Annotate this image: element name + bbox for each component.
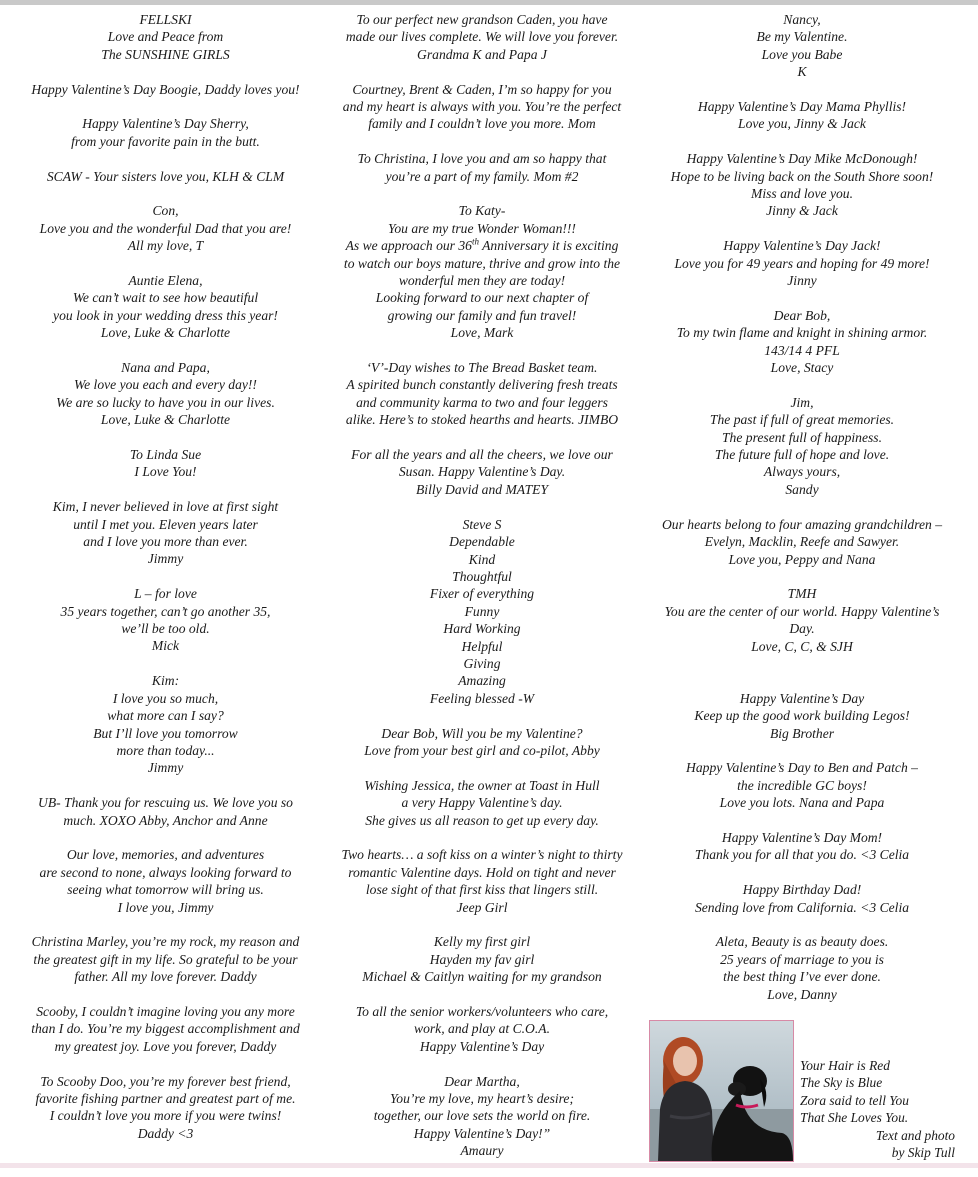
column-right bbox=[643, 11, 961, 1020]
message-line: All my love, T bbox=[127, 238, 204, 254]
photo-credit: by Skip Tull bbox=[891, 1145, 955, 1161]
valentine-message bbox=[8, 1003, 323, 1055]
valentine-message bbox=[327, 725, 637, 760]
message-line: Christina Marley, you’re my rock, my reason and bbox=[31, 934, 300, 950]
message-line: K bbox=[797, 64, 807, 80]
valentine-message bbox=[327, 81, 637, 133]
message-line: TMH bbox=[787, 586, 817, 602]
valentine-message bbox=[8, 585, 323, 655]
message-line: Jeep Girl bbox=[456, 899, 508, 915]
message-line: we’ll be too old. bbox=[121, 621, 210, 637]
message-line: 143/14 4 PFL bbox=[764, 342, 840, 358]
valentine-message bbox=[8, 81, 323, 98]
valentine-message bbox=[643, 98, 961, 133]
message-line: Love, Luke & Charlotte bbox=[100, 412, 231, 428]
caption-line: That She Loves You. bbox=[800, 1110, 909, 1126]
valentine-message bbox=[643, 933, 961, 1003]
message-line: To Scooby Doo, you’re my forever best friend, bbox=[40, 1073, 291, 1089]
valentine-message bbox=[643, 759, 961, 811]
message-line: the greatest gift in my life. So grateful to be your bbox=[33, 951, 298, 967]
message-line: You’re my love, my heart’s desire; bbox=[390, 1091, 574, 1106]
message-line: Fixer of everything bbox=[429, 586, 535, 602]
caption-line: Your Hair is Red bbox=[800, 1058, 890, 1073]
message-line: Jim, bbox=[790, 394, 814, 410]
message-line: Love you and the wonderful Dad that you are! bbox=[39, 220, 292, 236]
message-line: Love you for 49 years and hoping for 49 more! bbox=[674, 255, 930, 271]
message-line: She gives us all reason to get up every day. bbox=[365, 812, 599, 828]
message-line: Jinny & Jack bbox=[766, 203, 838, 219]
message-line: Sandy bbox=[785, 481, 819, 497]
message-line: Steve S bbox=[462, 516, 502, 532]
message-line: Daddy <3 bbox=[137, 1125, 194, 1141]
message-line: Evelyn, Macklin, Reefe and Sawyer. bbox=[704, 534, 900, 550]
message-line: more than today... bbox=[116, 742, 215, 758]
valentine-message bbox=[643, 394, 961, 498]
photo-woman-with-dog bbox=[649, 1020, 794, 1162]
message-line: For all the years and all the cheers, we love our bbox=[351, 447, 613, 463]
message-line: Giving bbox=[463, 655, 501, 671]
message-line: You are my true Wonder Woman!!! bbox=[388, 220, 576, 236]
message-line: growing our family and fun travel! bbox=[387, 307, 577, 323]
message-line: the best thing I’ve ever done. bbox=[723, 969, 881, 985]
message-line: Happy Valentine’s Day bbox=[739, 690, 865, 706]
message-line: To Katy- bbox=[458, 203, 506, 219]
top-rule bbox=[0, 0, 978, 5]
message-line: Hayden my fav girl bbox=[429, 951, 535, 967]
message-line: Happy Valentine’s Day Mike McDonough! bbox=[686, 151, 918, 167]
message-line: Be my Valentine. bbox=[756, 29, 848, 45]
message-line: Kim: bbox=[151, 673, 180, 689]
valentine-message bbox=[327, 202, 637, 341]
message-line: Amaury bbox=[460, 1143, 504, 1159]
valentine-message bbox=[8, 498, 323, 568]
message-line: The past if full of great memories. bbox=[709, 412, 895, 428]
message-line: Thank you for all that you do. <3 Celia bbox=[694, 847, 910, 863]
message-line: Grandma K and Papa J bbox=[417, 46, 547, 62]
valentine-message bbox=[643, 237, 961, 289]
column-left bbox=[8, 11, 323, 1160]
message-line: than I do. You’re my biggest accomplishment and bbox=[31, 1021, 300, 1037]
message-line: I couldn’t love you more if you were twins! bbox=[49, 1108, 282, 1124]
message-line: ‘V’-Day wishes to The Bread Basket team. bbox=[366, 360, 598, 376]
message-line: you’re a part of my family. Mom #2 bbox=[385, 168, 579, 184]
message-line: I love you so much, bbox=[112, 690, 219, 706]
message-line: Sending love from California. <3 Celia bbox=[694, 899, 910, 915]
message-line: Kim, I never believed in love at first sight bbox=[52, 499, 279, 515]
message-line: Michael & Caitlyn waiting for my grandson bbox=[362, 969, 602, 985]
valentine-message bbox=[327, 1003, 637, 1055]
message-line: made our lives complete. We will love you forever. bbox=[345, 29, 619, 45]
message-line: much. XOXO Abby, Anchor and Anne bbox=[63, 812, 268, 828]
message-line: Happy Valentine’s Day Sherry, bbox=[82, 116, 249, 132]
valentine-message bbox=[8, 446, 323, 481]
message-line: Love, Danny bbox=[767, 986, 837, 1002]
message-line: You are the center of our world. Happy Valentine’s bbox=[664, 603, 940, 619]
message-line: We can’t wait to see how beautiful bbox=[72, 290, 259, 306]
valentine-message bbox=[8, 115, 323, 150]
valentine-message bbox=[643, 516, 961, 568]
message-line: together, our love sets the world on fire. bbox=[373, 1108, 591, 1124]
photo-caption bbox=[800, 1057, 955, 1161]
message-line: Dependable bbox=[449, 534, 515, 550]
message-line: from your favorite pain in the butt. bbox=[71, 133, 260, 149]
message-line: I Love You! bbox=[134, 464, 197, 480]
message-line: Love you, Peppy and Nana bbox=[728, 551, 876, 567]
message-line: my greatest joy. Love you forever, Daddy bbox=[54, 1038, 277, 1054]
message-line: romantic Valentine days. Hold on tight and never bbox=[348, 864, 616, 880]
valentine-message bbox=[643, 881, 961, 916]
message-line: We are so lucky to have you in our lives. bbox=[56, 394, 275, 410]
valentine-message bbox=[327, 150, 637, 185]
message-line: Happy Valentine’s Day Boogie, Daddy loves you! bbox=[31, 81, 300, 97]
message-line: the incredible GC boys! bbox=[737, 777, 867, 793]
message-line: The SUNSHINE GIRLS bbox=[101, 46, 230, 62]
message-line: But I’ll love you tomorrow bbox=[93, 725, 238, 741]
message-line: Love, Luke & Charlotte bbox=[100, 325, 231, 341]
message-line: what more can I say? bbox=[107, 708, 224, 724]
valentine-message bbox=[643, 829, 961, 864]
valentine-message bbox=[8, 794, 323, 829]
valentine-message bbox=[643, 150, 961, 220]
column-middle bbox=[327, 11, 637, 1177]
valentine-message bbox=[8, 359, 323, 429]
valentine-message bbox=[643, 307, 961, 377]
message-line: seeing what tomorrow will bring us. bbox=[67, 882, 264, 898]
message-line: FELLSKI bbox=[139, 12, 192, 27]
message-line: Thoughtful bbox=[452, 568, 512, 584]
message-line: Jinny bbox=[787, 273, 817, 289]
valentine-message bbox=[8, 1073, 323, 1143]
message-line: Wishing Jessica, the owner at Toast in Hull bbox=[364, 777, 600, 793]
message-line: Love you Babe bbox=[761, 46, 843, 62]
message-line: L – for love bbox=[134, 586, 197, 602]
bottom-rule bbox=[0, 1163, 978, 1168]
message-line: Happy Birthday Dad! bbox=[742, 882, 862, 898]
message-line: Mick bbox=[151, 638, 180, 654]
message-line: Con, bbox=[152, 203, 179, 219]
caption-line: The Sky is Blue bbox=[800, 1075, 883, 1091]
message-line: The present full of happiness. bbox=[722, 429, 882, 445]
message-line: Love and Peace from bbox=[107, 29, 224, 45]
message-line: To our perfect new grandson Caden, you have bbox=[356, 12, 608, 27]
message-line bbox=[643, 655, 961, 672]
message-line: alike. Here’s to stoked hearths and hearts. JIMBO bbox=[345, 412, 619, 428]
message-line: and community karma to two and four leggers bbox=[356, 394, 608, 410]
message-line: Courtney, Brent & Caden, I’m so happy for you bbox=[352, 81, 612, 97]
message-line: to watch our boys mature, thrive and grow into the bbox=[343, 255, 621, 271]
valentine-message bbox=[327, 846, 637, 916]
message-line: Keep up the good work building Legos! bbox=[694, 708, 910, 724]
valentine-message bbox=[327, 933, 637, 985]
message-line: wonderful men they are today! bbox=[398, 273, 566, 289]
message-line: Love, C, C, & SJH bbox=[751, 638, 853, 654]
valentine-message bbox=[327, 516, 637, 707]
valentine-message bbox=[327, 11, 637, 63]
message-line: A spirited bunch constantly delivering fresh treats bbox=[346, 377, 618, 393]
message-line: Amazing bbox=[458, 673, 506, 689]
message-line: Love you lots. Nana and Papa bbox=[719, 795, 885, 811]
valentine-message bbox=[8, 202, 323, 254]
message-line: Feeling blessed -W bbox=[429, 690, 535, 706]
message-line: Jimmy bbox=[147, 760, 184, 776]
message-line: Dear Bob, bbox=[773, 307, 831, 323]
message-line: and my heart is always with you. You’re the perfect bbox=[342, 99, 622, 115]
message-line: Day. bbox=[789, 621, 815, 637]
message-line: Kind bbox=[468, 551, 496, 567]
valentine-message bbox=[327, 1073, 637, 1160]
caption-line: Zora said to tell You bbox=[800, 1092, 909, 1108]
message-line: To Linda Sue bbox=[129, 447, 202, 463]
valentine-message bbox=[8, 272, 323, 342]
message-line: UB- Thank you for rescuing us. We love you so bbox=[38, 795, 293, 811]
message-line: Happy Valentine’s Day Jack! bbox=[723, 238, 881, 254]
message-line: favorite fishing partner and greatest part of me. bbox=[35, 1090, 296, 1106]
photo-credit: Text and photo bbox=[875, 1127, 955, 1143]
message-line: Hard Working bbox=[443, 621, 521, 637]
message-line: are second to none, always looking forward to bbox=[39, 864, 292, 880]
message-line: To all the senior workers/volunteers who care, bbox=[355, 1003, 609, 1019]
valentine-message bbox=[8, 672, 323, 776]
message-line: and I love you more than ever. bbox=[83, 534, 248, 550]
message-line: Looking forward to our next chapter of bbox=[375, 290, 589, 306]
message-line: Happy Valentine’s Day Mama Phyllis! bbox=[697, 99, 907, 115]
message-line: Happy Valentine’s Day!” bbox=[413, 1125, 551, 1141]
message-line: 35 years together, can’t go another 35, bbox=[60, 603, 271, 619]
valentine-message bbox=[643, 585, 961, 672]
message-line: Aleta, Beauty is as beauty does. bbox=[715, 934, 889, 950]
message-line: 25 years of marriage to you is bbox=[720, 951, 884, 967]
valentine-message bbox=[8, 168, 323, 185]
message-line: Happy Valentine’s Day bbox=[419, 1038, 545, 1054]
message-line: As we approach our 36th Anniversary it is exciting bbox=[345, 236, 619, 254]
valentine-message bbox=[327, 777, 637, 829]
message-line: Dear Martha, bbox=[444, 1073, 520, 1089]
valentine-message bbox=[643, 690, 961, 742]
message-line: Two hearts… a soft kiss on a winter’s night to thirty bbox=[341, 847, 623, 863]
message-line: family and I couldn’t love you more. Mom bbox=[368, 116, 596, 132]
message-line: To Christina, I love you and am so happy that bbox=[357, 151, 607, 167]
message-line: a very Happy Valentine’s day. bbox=[401, 795, 563, 811]
message-line: SCAW - Your sisters love you, KLH & CLM bbox=[46, 168, 285, 184]
message-line: Love, Mark bbox=[450, 325, 514, 341]
message-line: you look in your wedding dress this year! bbox=[53, 307, 278, 323]
message-line: Auntie Elena, bbox=[128, 273, 203, 289]
message-line: Happy Valentine’s Day Mom! bbox=[721, 829, 883, 845]
message-line: The future full of hope and love. bbox=[714, 447, 890, 463]
valentine-message bbox=[8, 846, 323, 916]
message-line: Our hearts belong to four amazing grandchildren – bbox=[661, 516, 943, 532]
message-line: Our love, memories, and adventures bbox=[66, 847, 265, 863]
message-line: Helpful bbox=[461, 638, 503, 654]
message-line: Scooby, I couldn’t imagine loving you any more bbox=[36, 1003, 295, 1019]
message-line: Love from your best girl and co-pilot, Abby bbox=[364, 742, 600, 758]
message-line: Nana and Papa, bbox=[121, 360, 210, 376]
message-line: Billy David and MATEY bbox=[415, 481, 549, 497]
valentine-message bbox=[327, 446, 637, 498]
message-line: Always yours, bbox=[763, 464, 841, 480]
message-line: Kelly my first girl bbox=[433, 934, 531, 950]
message-line: Happy Valentine’s Day to Ben and Patch – bbox=[686, 760, 918, 776]
valentine-message bbox=[8, 933, 323, 985]
message-line: Susan. Happy Valentine’s Day. bbox=[398, 464, 566, 480]
photo-illustration bbox=[650, 1021, 793, 1161]
message-line: father. All my love forever. Daddy bbox=[74, 969, 257, 985]
message-line: Dear Bob, Will you be my Valentine? bbox=[381, 725, 583, 741]
message-line: Nancy, bbox=[783, 12, 821, 27]
message-line: Miss and love you. bbox=[751, 186, 853, 202]
message-line: Hope to be living back on the South Shore soon! bbox=[670, 168, 934, 184]
message-line: until I met you. Eleven years later bbox=[73, 516, 258, 532]
message-line: We love you each and every day!! bbox=[74, 377, 257, 393]
message-line: To my twin flame and knight in shining armor. bbox=[676, 325, 928, 341]
message-line: lose sight of that first kiss that lingers still. bbox=[365, 882, 599, 898]
message-line: I love you, Jimmy bbox=[117, 899, 214, 915]
message-line: work, and play at C.O.A. bbox=[414, 1021, 550, 1037]
valentine-message bbox=[8, 11, 323, 63]
message-line: Love you, Jinny & Jack bbox=[738, 116, 866, 132]
message-line: Big Brother bbox=[769, 725, 835, 741]
valentine-message bbox=[643, 11, 961, 81]
valentine-message bbox=[327, 359, 637, 429]
message-line: Love, Stacy bbox=[770, 360, 834, 376]
message-line: Jimmy bbox=[147, 551, 184, 567]
message-line: Funny bbox=[464, 603, 500, 619]
